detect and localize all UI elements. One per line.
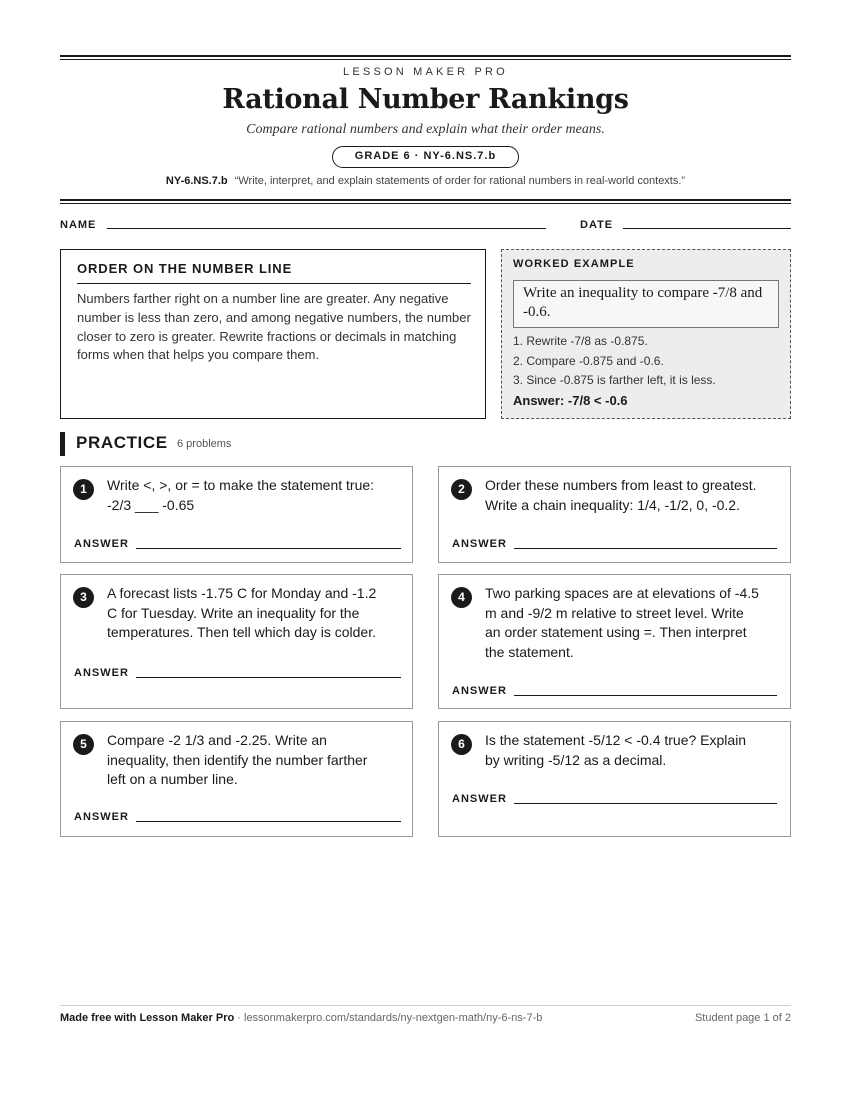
problem-card-4 [438,574,791,709]
answer-line-4[interactable] [514,695,777,696]
answer-line-3[interactable] [136,677,401,678]
problem-number-badge: 5 [73,734,94,755]
problem-card-3 [60,574,413,709]
problem-text-line: -2/3 ___ -0.65 [107,496,195,513]
problem-text [107,731,367,790]
problem-text-line: Two parking spaces are at elevations of -4.5 [485,585,759,601]
answer-line-5[interactable] [136,821,401,822]
footer-url[interactable]: · lessonmakerpro.com/standards/ny-nextgen-math/ny-6-ns-7-b [234,1012,543,1024]
problem-text-line: Is the statement -5/12 < -0.4 true? Explain [485,732,747,748]
problem-text-line: Compare -2 1/3 and -2.25. Write an [107,732,327,748]
problem-text-line: an order statement using =. Then interpret [485,624,747,640]
concept-title: ORDER ON THE NUMBER LINE [77,261,293,276]
problem-text-line: left on a number line. [107,771,238,787]
answer-line-2[interactable] [514,548,777,549]
answer-label: ANSWER [74,538,129,550]
worked-example-step: 1. Rewrite -7/8 as -0.875. [513,334,648,348]
worked-example-prompt: Write an inequality to compare -7/8 and -0.6. [513,280,779,328]
grade-standard-badge: GRADE 6 · NY-6.NS.7.b [332,146,519,168]
footer-page-number: Student page 1 of 2 [694,1012,791,1024]
page-title: Rational Number Rankings [222,84,629,115]
standard-text: “Write, interpret, and explain statements of order for rational numbers in real-world contexts.” [234,175,686,187]
problem-text-line: C for Tuesday. Write an inequality for the [107,604,360,621]
problem-text [485,731,746,770]
page-subtitle: Compare rational numbers and explain what their order means. [246,122,605,137]
date-label: DATE [580,219,614,231]
problem-card-6 [438,721,791,837]
practice-heading: PRACTICE [76,433,168,452]
worked-example-steps [513,332,783,391]
problem-text-line: m and -9/2 m relative to street level. Write [485,604,744,621]
problem-number-badge: 2 [451,479,472,500]
name-label: NAME [60,219,97,231]
top-double-rule [60,55,791,60]
worked-example-step: 2. Compare -0.875 and -0.6. [513,353,664,368]
problem-number-badge: 4 [451,587,472,608]
date-field[interactable] [623,228,791,229]
problem-text-line: Write a chain inequality: 1/4, -1/2, 0, -0.2. [485,496,740,513]
problem-card-5 [60,721,413,837]
worksheet-page [60,0,791,1100]
answer-label: ANSWER [74,667,129,679]
problem-number-badge: 6 [451,734,472,755]
problem-card-2 [438,466,791,563]
problem-text-line: temperatures. Then tell which day is colder. [107,624,376,640]
standard-statement [60,175,791,187]
practice-accent-bar [60,432,65,456]
problem-text [485,476,757,515]
problem-text-line: Write <, >, or = to make the statement true: [107,477,375,493]
standard-code: NY-6.NS.7.b [165,175,228,187]
worked-example-title: WORKED EXAMPLE [513,258,635,270]
problem-text-line: Order these numbers from least to greatest. [485,477,757,493]
header-bottom-double-rule [60,199,791,204]
worked-example-answer: Answer: -7/8 < -0.6 [513,393,628,408]
problem-text-line: A forecast lists -1.75 C for Monday and -1.2 [107,585,377,601]
problem-text [107,584,376,643]
problem-text-line: the statement. [485,643,574,660]
concept-box [60,249,486,419]
problem-number-badge: 3 [73,587,94,608]
worked-example-box [501,249,791,419]
brand-label: LESSON MAKER PRO [343,66,508,78]
answer-line-6[interactable] [514,803,777,804]
answer-label: ANSWER [452,793,507,805]
answer-label: ANSWER [452,685,507,697]
practice-count: 6 problems [177,438,232,450]
answer-label: ANSWER [452,538,507,550]
footer-divider [60,1005,791,1006]
problem-text [485,584,759,662]
concept-body: Numbers farther right on a number line are greater. Any negative number is less than zero, and among negative numbers, the number closer to zero is greater. Rewrite fractions or decimals in matching forms when that helps you compare them. [77,291,471,363]
problem-number-badge: 1 [73,479,94,500]
problem-card-1 [60,466,413,563]
problem-text [107,476,374,515]
answer-label: ANSWER [74,811,129,823]
problem-text-line: by writing -5/12 as a decimal. [485,751,667,768]
footer-credit [60,1012,542,1024]
concept-divider [77,283,471,284]
answer-line-1[interactable] [136,548,401,549]
footer-made-with: Made free with Lesson Maker Pro [60,1012,235,1024]
name-field[interactable] [107,228,546,229]
worked-example-step: 3. Since -0.875 is farther left, it is less. [513,373,716,387]
problem-text-line: inequality, then identify the number farther [107,751,368,768]
